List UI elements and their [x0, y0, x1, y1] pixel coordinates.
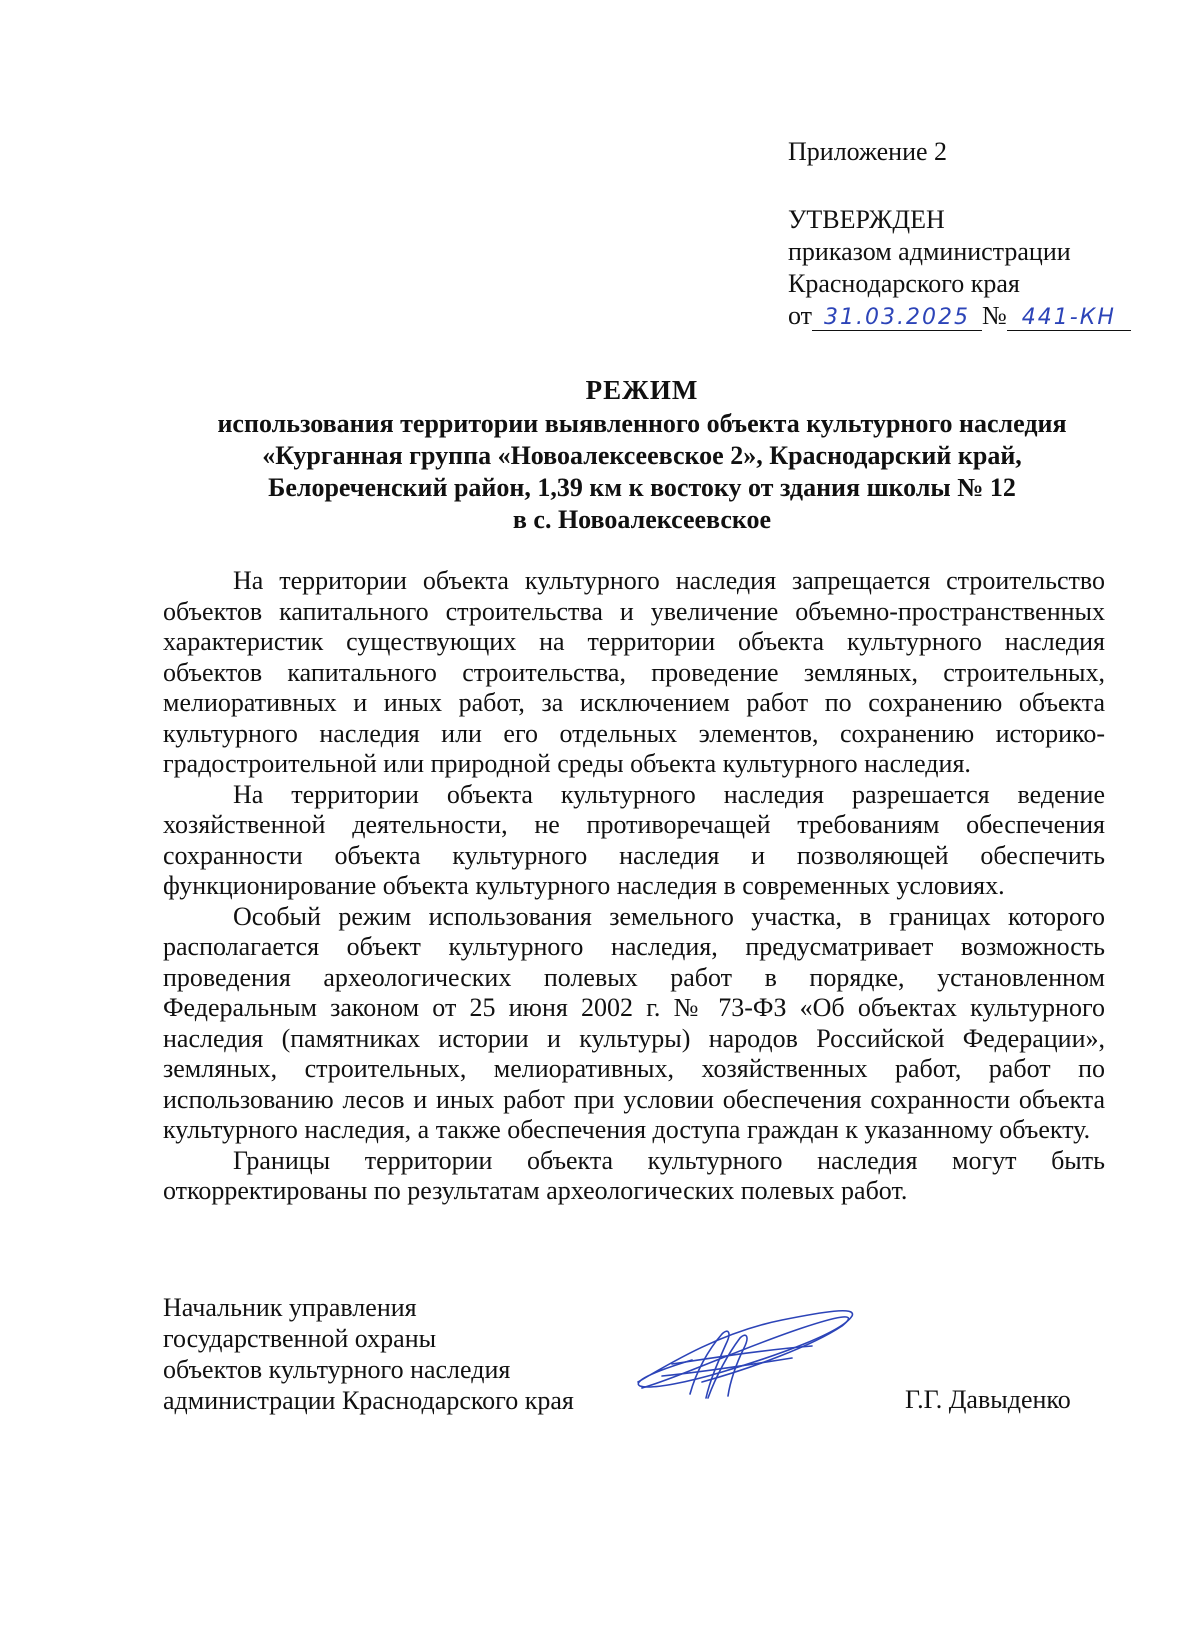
title-line-4: в с. Новоалексеевское — [512, 505, 772, 534]
order-date-number-line — [788, 300, 1148, 332]
annex-label: Приложение 2 — [788, 137, 948, 166]
title-line-1: использования территории выявленного объекта культурного наследия — [217, 409, 1067, 438]
title-line-3: Белореченский район, 1,39 км к востоку от здания школы № 12 — [268, 473, 1016, 502]
paragraph-prohibitions: На территории объекта культурного наследия запрещается строительство объектов капитального строительства и увеличение объемно-пространственных характеристик существующих на территории объекта культурного наследия объектов капитального строительства, проведение земляных, строительных, мелиоративных и иных работ, за исключением работ по сохранению объекта культурного наследия или его отдельных элементов, сохранению историко-градостроительной или природной среды объекта культурного наследия. — [163, 566, 1105, 778]
handwritten-signature — [632, 1302, 872, 1412]
paragraph-special-regime: Особый режим использования земельного участка, в границах которого располагается объект культурного наследия, предусматривает возможность проведения археологических полевых работ в порядке, установленном Федеральным законом от 25 июня 2002 г. № 73-ФЗ «Об объектах культурного наследия (памятниках истории и культуры) народов Российской Федерации», земляных, строительных, мелиоративных, хозяйственных работ, работ по использованию лесов и иных работ при условии обеспечения сохранности объекта культурного наследия, а также обеспечения доступа граждан к указанному объекту. — [163, 901, 1105, 1144]
order-line-2: Краснодарского края — [788, 269, 1020, 298]
from-label: от — [788, 301, 813, 330]
document-body — [163, 566, 1105, 1207]
order-line-1: приказом администрации — [788, 237, 1071, 266]
position-line-4: администрации Краснодарского края — [163, 1386, 574, 1415]
position-line-2: государственной охраны — [163, 1324, 437, 1353]
approval-stamp — [788, 204, 1148, 332]
paragraph-boundaries: Границы территории объекта культурного наследия могут быть откорректированы по результатам археологических полевых работ. — [163, 1145, 1105, 1205]
number-label: № — [982, 301, 1007, 330]
title-main: РЕЖИМ — [585, 375, 699, 405]
number-field — [1007, 304, 1131, 331]
position-line-1: Начальник управления — [163, 1293, 417, 1322]
date-field — [812, 304, 982, 331]
position-line-3: объектов культурного наследия — [163, 1355, 511, 1384]
signer-name: Г.Г. Давыденко — [905, 1385, 1071, 1414]
handwritten-number: 441-КН — [1021, 305, 1116, 330]
paragraph-permitted-activity: На территории объекта культурного наследия разрешается ведение хозяйственной деятельности, не противоречащей требованиям обеспечения сохранности объекта культурного наследия и позволяющей обеспечить функционирование объекта культурного наследия в современных условиях. — [163, 779, 1105, 900]
document-title — [120, 374, 1164, 536]
handwritten-date: 31.03.2025 — [824, 305, 971, 330]
approved-label: УТВЕРЖДЕН — [788, 205, 945, 234]
signatory-position — [163, 1292, 574, 1416]
title-line-2: «Курганная группа «Новоалексеевское 2», Краснодарский край, — [262, 441, 1022, 470]
